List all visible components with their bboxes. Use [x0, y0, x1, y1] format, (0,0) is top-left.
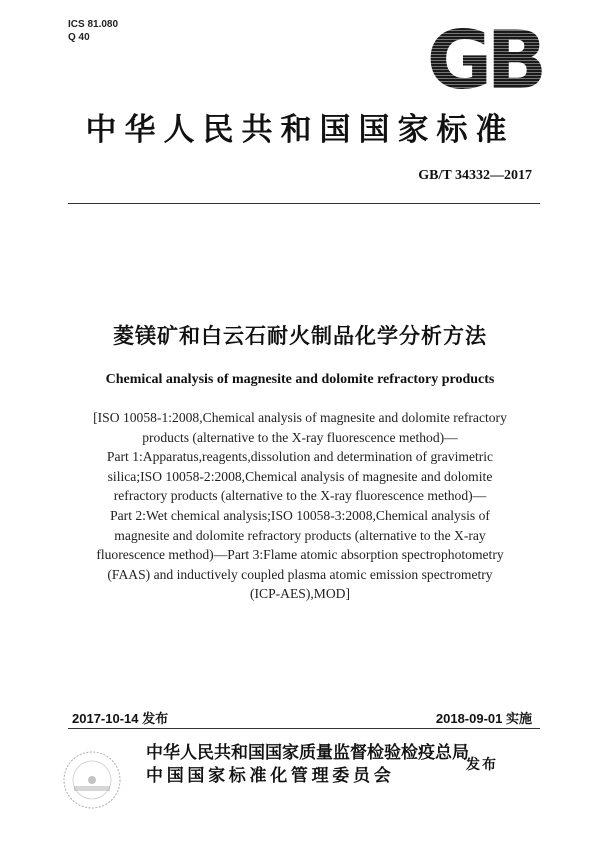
adoption-line: (FAAS) and inductively coupled plasma atomic emission spectrometry	[107, 566, 493, 582]
header-divider	[68, 203, 540, 204]
implementation-date: 2018-09-01 实施	[435, 711, 532, 726]
document-title-english: Chemical analysis of magnesite and dolomite refractory products	[105, 372, 495, 387]
adoption-line: fluorescence method)—Part 3:Flame atomic absorption spectrophotometry	[96, 547, 504, 563]
document-title-chinese: 菱镁矿和白云石耐火制品化学分析方法	[113, 324, 487, 348]
release-label: 发布	[466, 757, 498, 773]
footer-divider	[68, 728, 540, 729]
ics-code: ICS 81.080	[68, 19, 119, 30]
ccs-code: Q 40	[68, 32, 90, 43]
adoption-line: magnesite and dolomite refractory products (alternative to the X-ray	[114, 527, 486, 543]
adoption-line: refractory products (alternative to the X-ray fluorescence method)—	[113, 488, 487, 504]
adoption-line: Part 1:Apparatus,reagents,dissolution and determination of gravimetric	[106, 449, 494, 465]
issuer-line-2: 中国国家标准化管理委员会	[146, 766, 395, 786]
adoption-line: [ISO 10058-1:2008,Chemical analysis of magnesite and dolomite refractory	[93, 410, 507, 425]
standard-category-title: 中华人民共和国国家标准	[85, 112, 515, 148]
gb-logo	[418, 26, 550, 96]
issuing-authority	[146, 742, 469, 788]
adoption-line: (ICP-AES),MOD]	[249, 586, 351, 602]
classification-codes	[68, 18, 118, 44]
standard-code: GB/T 34332—2017	[418, 168, 532, 183]
authenticity-stamp-icon	[60, 748, 124, 812]
adoption-line: silica;ISO 10058-2:2008,Chemical analysis of magnesite and dolomite	[107, 468, 493, 484]
adoption-line: products (alternative to the X-ray fluorescence method)—	[142, 429, 458, 445]
adoption-line: Part 2:Wet chemical analysis;ISO 10058-3:2008,Chemical analysis of	[110, 507, 490, 523]
issue-date: 2017-10-14 发布	[72, 711, 169, 726]
adoption-statement	[80, 408, 520, 604]
issuer-line-1: 中华人民共和国国家质量监督检验检疫总局	[146, 743, 469, 763]
